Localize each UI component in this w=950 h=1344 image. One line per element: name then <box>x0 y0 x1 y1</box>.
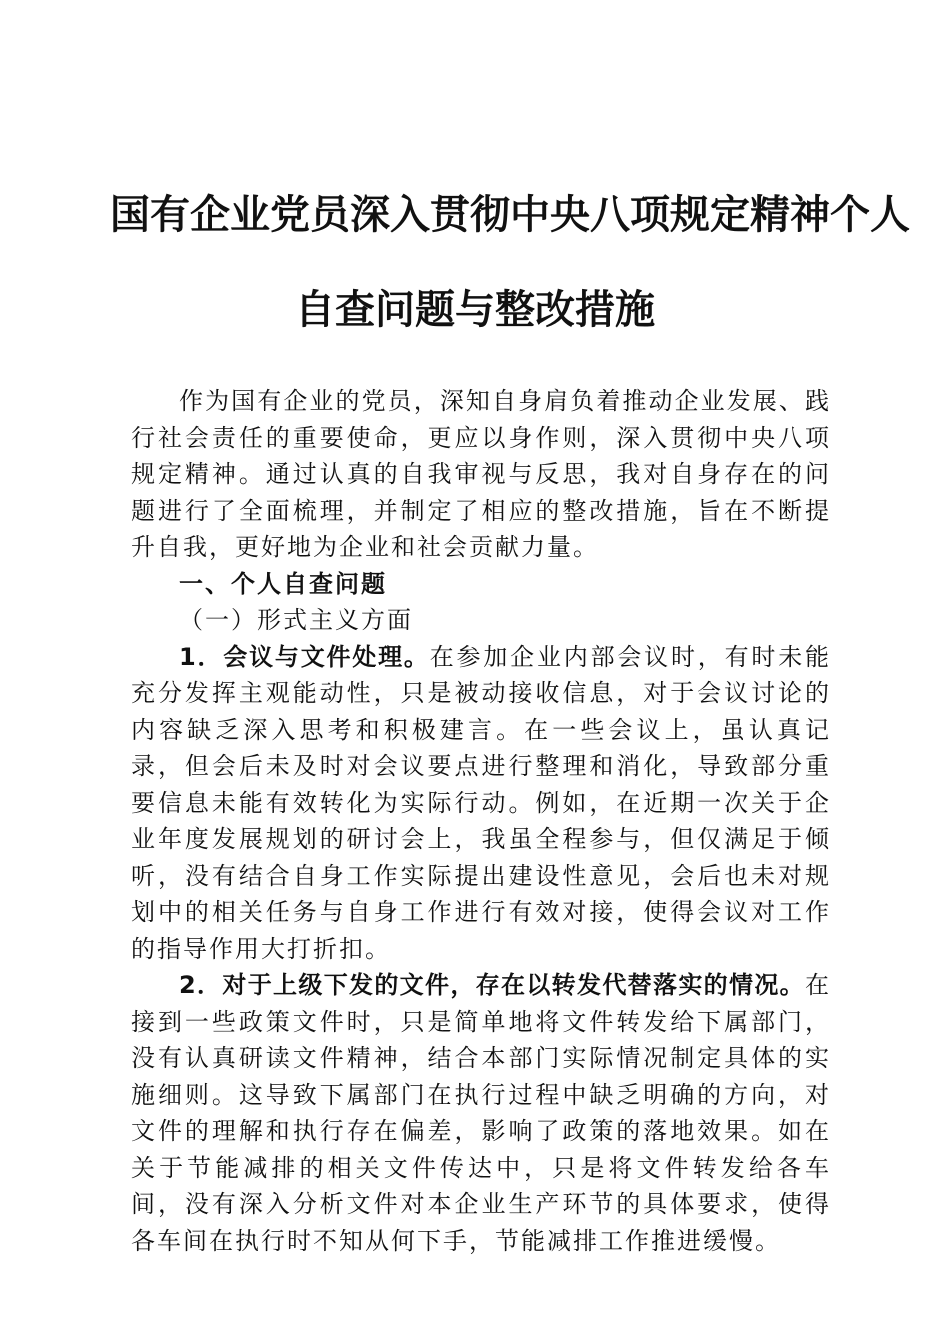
item-lead: 2．对于上级下发的文件，存在以转发代替落实的情况。 <box>179 971 805 999</box>
document-title-line-1: 国有企业党员深入贯彻中央八项规定精神个人 <box>110 192 910 238</box>
list-item <box>131 639 831 968</box>
item-text: 在接到一些政策文件时，只是简单地将文件转发给下属部门，没有认真研读文件精神，结合本部门实际情况制定具体的实施细则。这导致下属部门在执行过程中缺乏明确的方向，对文件的理解和执行存在偏差，影响了政策的落地效果。如在关于节能减排的相关文件传达中，只是将文件转发给各车间，没有深入分析文件对本企业生产环节的具体要求，使得各车间在执行时不知从何下手，节能减排工作推进缓慢。 <box>131 971 831 1255</box>
item-lead: 1．会议与文件处理。 <box>179 642 430 671</box>
item-text: 在参加企业内部会议时，有时未能充分发挥主观能动性，只是被动接收信息，对于会议讨论的内容缺乏深入思考和积极建言。在一些会议上，虽认真记录，但会后未及时对会议要点进行整理和消化，导致部分重要信息未能有效转化为实际行动。例如，在近期一次关于企业年度发展规划的研讨会上，我虽全程参与，但仅满足于倾听，没有结合自身工作实际提出建设性意见，会后也未对规划中的相关任务与自身工作进行有效对接，使得会议对工作的指导作用大打折扣。 <box>131 642 832 963</box>
section-heading: 一、个人自查问题 <box>179 569 387 598</box>
intro-paragraph: 作为国有企业的党员，深知自身肩负着推动企业发展、践行社会责任的重要使命，更应以身作则，深入贯彻中央八项规定精神。通过认真的自我审视与反思，我对自身存在的问题进行了全面梳理，并制定了相应的整改措施，旨在不断提升自我，更好地为企业和社会贡献力量。 <box>131 387 831 561</box>
document-body <box>131 383 831 1259</box>
document-title-line-2: 自查问题与整改措施 <box>295 287 655 333</box>
subsection-heading: （一）形式主义方面 <box>179 606 413 634</box>
list-item <box>131 967 831 1259</box>
